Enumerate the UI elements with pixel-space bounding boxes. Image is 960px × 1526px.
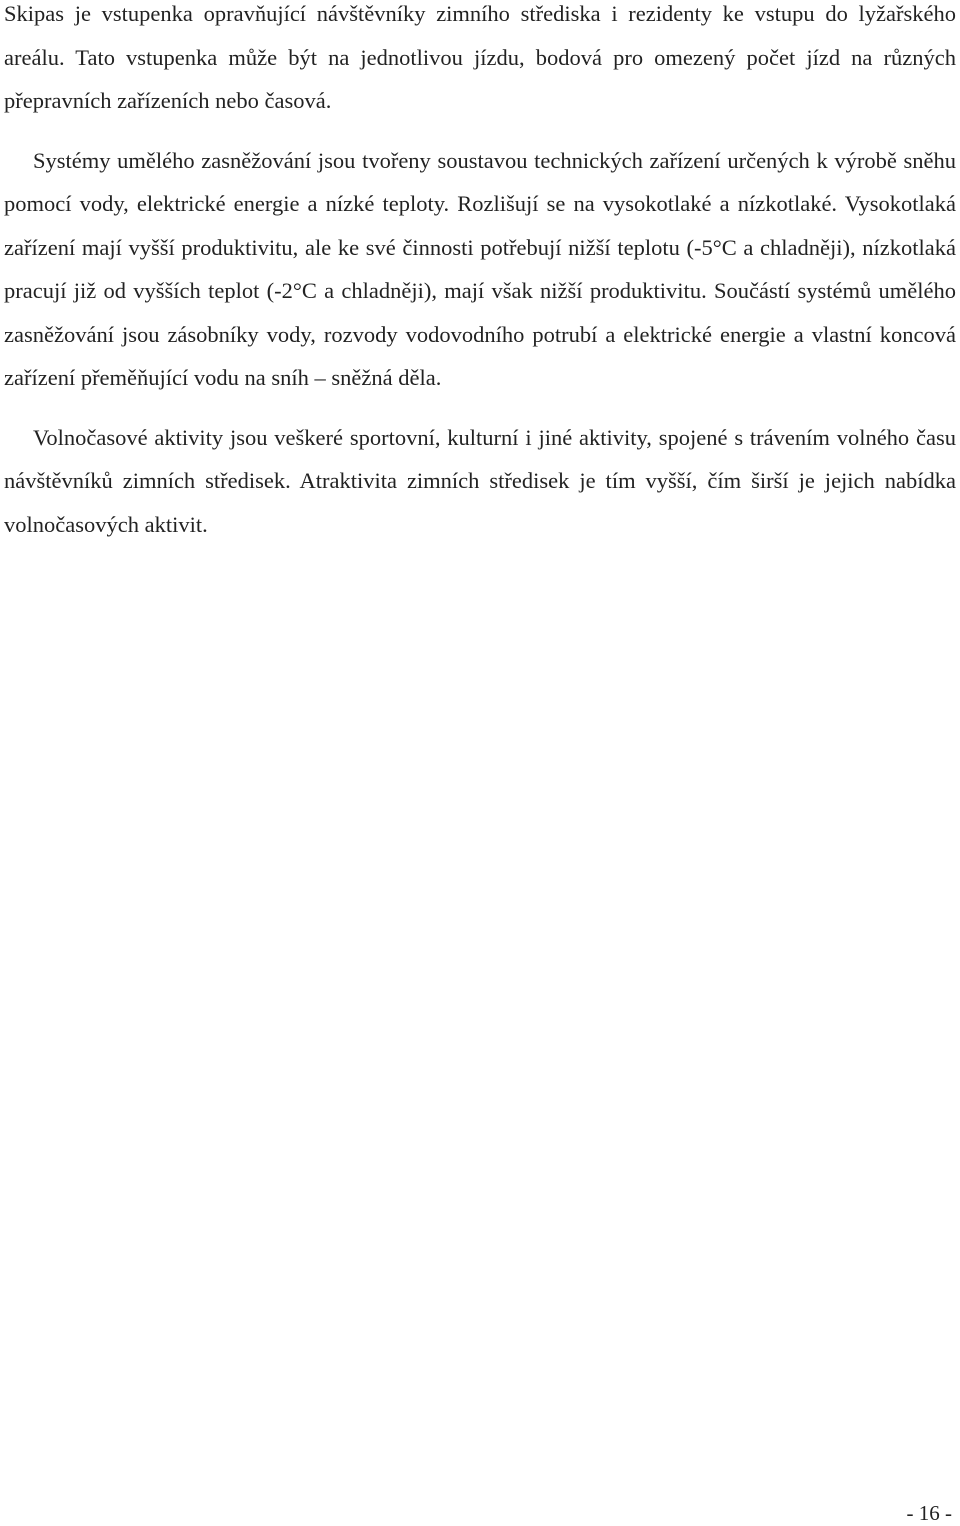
- page-number: - 16 -: [906, 1501, 952, 1525]
- document-body: [4, 0, 956, 562]
- paragraph-skipas: Skipas je vstupenka opravňující návštěvníky zimního střediska i rezidenty ke vstupu do lyžařského areálu. Tato vstupenka může být na jednotlivou jízdu, bodová pro omezený počet jízd na různých přepravních zařízeních nebo časová.: [4, 1, 956, 113]
- paragraph-leisure-activities: Volnočasové aktivity jsou veškeré sportovní, kulturní i jiné aktivity, spojené s trávením volného času návštěvníků zimních středisek. Atraktivita zimních středisek je tím vyšší, čím širší je jejich nabídka volnočasových aktivit.: [4, 424, 956, 537]
- paragraph-snow-making-systems: Systémy umělého zasněžování jsou tvořeny soustavou technických zařízení určených k výrobě sněhu pomocí vody, elektrické energie a nízké teploty. Rozlišují se na vysokotlaké a nízkotlaké. Vysokotlaká zařízení mají vyšší produktivitu, ale ke své činnosti potřebují nižší teplotu (-5°C a chladněji), nízkotlaká pracují již od vyšších teplot (-2°C a chladněji), mají však nižší produktivitu. Součástí systémů umělého zasněžování jsou zásobníky vody, rozvody vodovodního potrubí a elektrické energie a vlastní koncová zařízení přeměňující vodu na sníh – sněžná děla.: [4, 147, 956, 390]
